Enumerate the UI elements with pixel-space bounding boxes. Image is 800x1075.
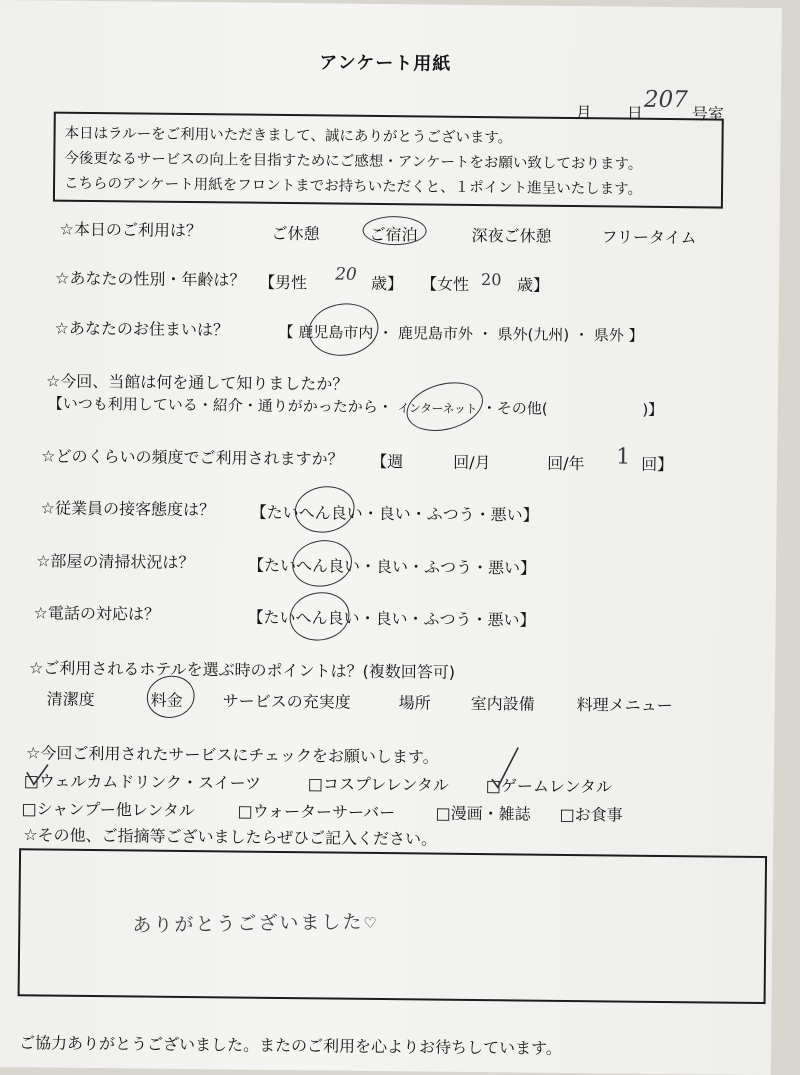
service-meal[interactable]: □ お食事 xyxy=(559,802,622,826)
question-services: ☆今回ご利用されたサービスにチェックをお願いします。 xyxy=(26,743,439,767)
option-internet[interactable]: インターネット xyxy=(397,401,478,417)
point-food-menu[interactable]: 料理メニュー xyxy=(576,695,673,716)
question-cleaning: ☆部屋の清掃状況は？ xyxy=(36,551,195,573)
frequency-close: 回】 xyxy=(641,454,674,475)
heart-icon: ♡ xyxy=(363,913,379,933)
sep-1: ・ xyxy=(378,323,394,343)
residence-open: 【 xyxy=(278,322,294,342)
question-frequency: ☆どのくらいの頻度でご利用されますか？ xyxy=(41,446,344,469)
question-source: ☆今回、当館は何を通して知りましたか？ xyxy=(45,371,349,394)
cleaning-options[interactable]: 【たいへん良い・良い・ふつう・悪い】 xyxy=(247,555,537,578)
question-points: ☆ご利用されるホテルを選ぶ時のポイントは？(複数回答可) xyxy=(28,658,456,682)
question-residence: ☆あなたのお住まいは？ xyxy=(54,318,230,340)
source-prefix: 【いつも利用している・紹介・通りがかったから・ xyxy=(47,394,393,417)
question-gender-age: ☆あなたの性別・年齢は？ xyxy=(54,268,246,290)
sep-2: ・ xyxy=(477,325,493,344)
checkmark-game-rental xyxy=(488,745,528,789)
female-suffix: 歳】 xyxy=(516,275,550,295)
question-comments: ☆その他、ご指摘等ございましたらぜひご記入ください。 xyxy=(23,825,438,849)
frequency-open: 【週 xyxy=(371,451,404,472)
circle-mark-phone xyxy=(286,588,353,645)
service-water-server[interactable]: □ ウォーターサーバー xyxy=(237,799,395,824)
source-options-row xyxy=(48,393,664,420)
option-kagoshima-city[interactable]: 鹿児島市内 xyxy=(298,323,374,342)
option-outside-prefecture[interactable]: 県外 xyxy=(593,326,624,345)
question-usage: ☆本日のご利用は？ xyxy=(59,219,203,241)
frequency-year-value[interactable]: 1 xyxy=(616,444,631,470)
circle-mark-residence xyxy=(306,299,382,360)
option-stay[interactable]: ご宿泊 xyxy=(369,224,418,245)
residence-close: 】 xyxy=(628,326,644,345)
day-label: 日 xyxy=(626,103,643,123)
point-cleanliness[interactable]: 清潔度 xyxy=(46,689,95,710)
checkmark-welcome-drink xyxy=(24,762,54,792)
circle-mark-stay xyxy=(362,216,426,246)
option-rest[interactable]: ご休憩 xyxy=(271,223,320,244)
point-room-facilities[interactable]: 室内設備 xyxy=(470,693,535,714)
page-title: アンケート用紙 xyxy=(319,52,452,75)
room-label: 号室 xyxy=(691,104,724,124)
frequency-month-unit: 回/月 xyxy=(453,452,491,473)
option-late-rest[interactable]: 深夜ご休憩 xyxy=(471,225,552,246)
source-close: )】 xyxy=(642,400,664,419)
intro-line-2: 今後更なるサービスの向上を目指すためにご感想・アンケートをお願い致しております。 xyxy=(64,150,643,173)
service-cosplay-rental[interactable]: □ コスプレレンタル xyxy=(308,771,449,795)
point-service[interactable]: サービスの充実度 xyxy=(222,691,351,712)
intro-line-1: 本日はラルーをご利用いただきまして、誠にありがとうございます。 xyxy=(64,125,513,147)
service-manga-magazine[interactable]: □ 漫画・雑誌 xyxy=(435,801,530,825)
frequency-year-unit: 回/年 xyxy=(547,453,585,474)
female-label: 【女性 xyxy=(420,274,470,294)
phone-options[interactable]: 【たいへん良い・良い・ふつう・悪い】 xyxy=(247,607,536,630)
point-location[interactable]: 場所 xyxy=(398,693,431,713)
male-label: 【男性 xyxy=(258,272,308,293)
footer-message: ご協力ありがとうございました。またのご利用を心よりお待ちしています。 xyxy=(18,1033,562,1058)
sep-3: ・ xyxy=(573,326,590,345)
service-shampoo-rental[interactable]: □ シャンプー他レンタル xyxy=(21,796,195,821)
month-label: 月 xyxy=(575,103,592,123)
question-staff: ☆従業員の接客態度は？ xyxy=(40,498,216,520)
point-price[interactable]: 料金 xyxy=(150,690,183,710)
service-game-rental[interactable]: □ ゲームレンタル xyxy=(486,773,612,797)
service-welcome-drink[interactable]: □ ウェルカムドリンク・スイーツ xyxy=(24,768,261,793)
circle-mark-internet xyxy=(401,375,488,439)
option-kagoshima-outside[interactable]: 鹿児島市外 xyxy=(397,324,474,343)
staff-options[interactable]: 【たいへん良い・良い・ふつう・悪い】 xyxy=(250,502,539,525)
comment-text[interactable]: ありがとうございました♡ xyxy=(132,911,379,937)
source-suffix: ・その他( xyxy=(481,399,548,418)
question-phone: ☆電話の対応は？ xyxy=(33,603,161,624)
option-kyushu[interactable]: 県外(九州) xyxy=(497,325,570,344)
female-age[interactable]: 20 xyxy=(480,270,502,290)
room-number[interactable]: 207 xyxy=(643,86,689,114)
circle-mark-cleaning xyxy=(289,536,356,591)
option-free-time[interactable]: フリータイム xyxy=(601,227,697,248)
male-suffix: 歳】 xyxy=(370,273,404,294)
comment-box[interactable] xyxy=(18,848,768,1004)
male-age[interactable]: 20 xyxy=(335,264,357,285)
circle-mark-staff xyxy=(291,482,358,537)
intro-line-3: こちらのアンケート用紙をフロントまでお持ちいただくと、１ポイント進呈いたします。 xyxy=(63,175,643,198)
